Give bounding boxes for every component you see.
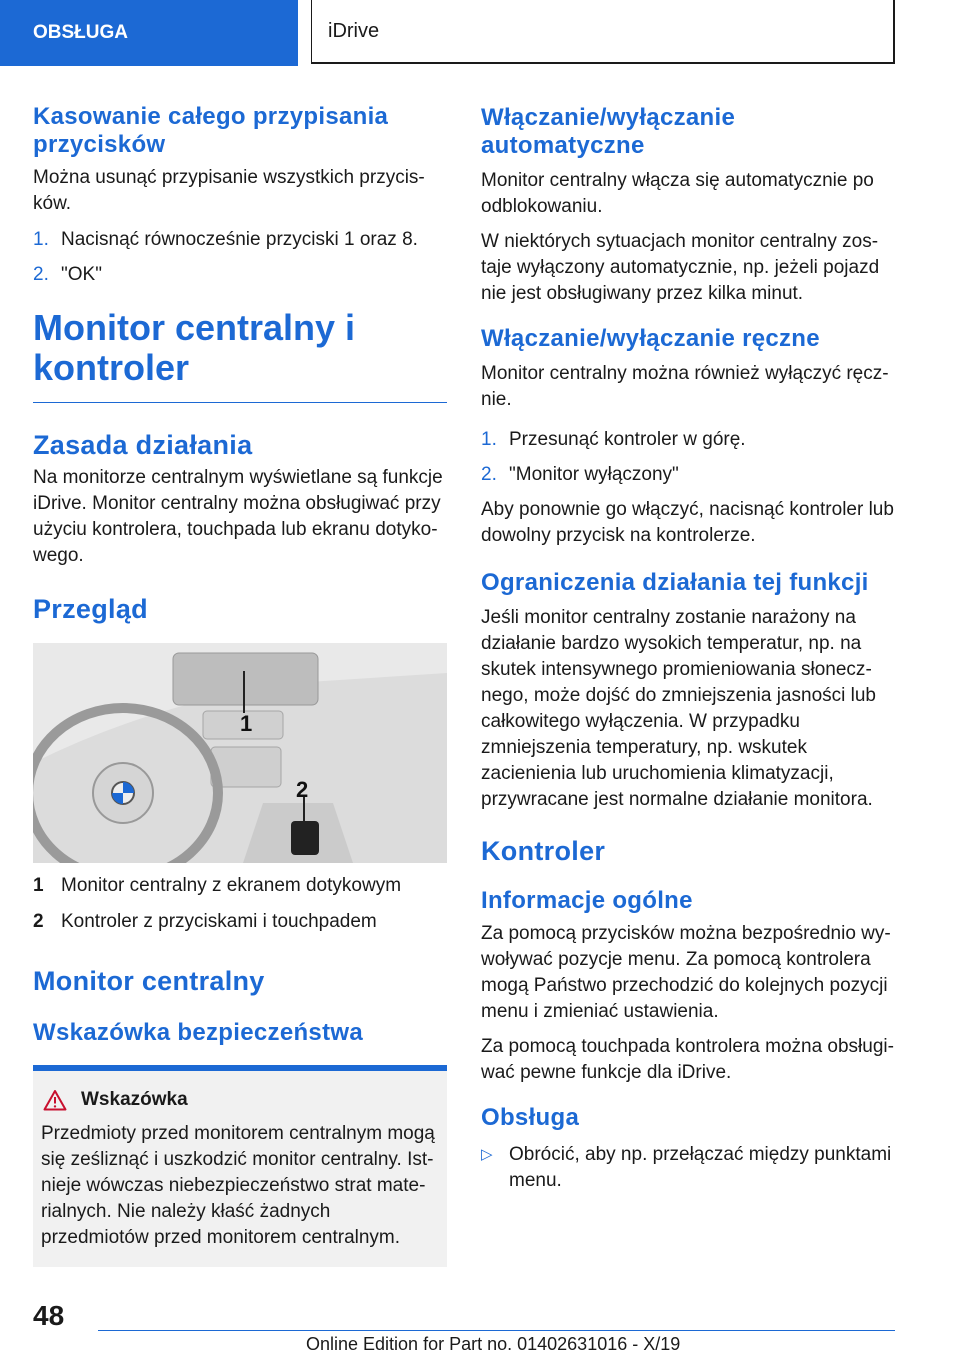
- heading-zasada: Zasada działania: [33, 430, 253, 460]
- legend-text: Kontroler z przyciskami i touchpadem: [61, 911, 377, 932]
- heading-monitor-kontroler: Monitor centralny i kontroler: [33, 307, 356, 388]
- triangle-bullet-icon: ▷: [481, 1146, 493, 1163]
- paragraph-ponownie: Aby ponownie go włączyć, nacisnąć kontroler lub dowolny przycisk na kontrolerze.: [481, 499, 894, 546]
- heading-monitor-centralny: Monitor centralny: [33, 966, 265, 996]
- warning-triangle-icon: [43, 1089, 67, 1111]
- paragraph-auto-1: Monitor centralny włącza się automatycznie po odblokowaniu.: [481, 170, 874, 217]
- list-item: [481, 427, 895, 453]
- car-interior-illustration: [33, 643, 447, 863]
- steps-list-kasowanie: [33, 227, 447, 288]
- step-number: 1.: [33, 229, 49, 250]
- car-interior-photo: [33, 643, 447, 863]
- step-text: Przesunąć kontroler w górę.: [509, 429, 746, 450]
- heading-kasowanie: Kasowanie całego przypisania przycisków: [33, 103, 389, 158]
- list-item: [481, 1142, 895, 1194]
- step-text: "Monitor wyłączony": [509, 464, 679, 485]
- footer-divider: [98, 1330, 895, 1331]
- heading-kontroler: Kontroler: [481, 836, 606, 866]
- page-number: 48: [33, 1300, 65, 1331]
- legend-item: [33, 909, 447, 935]
- list-item: [33, 262, 447, 288]
- step-number: 2.: [33, 264, 49, 285]
- paragraph-kasowanie: Można usunąć przypisanie wszystkich przycisków.: [33, 167, 425, 214]
- list-item: [33, 227, 447, 253]
- warning-text: Przedmioty przed monitorem centralnym mogą się ześliznąć i uszkodzić monitor centralny. Istnieje wówczas niebezpieczeństwo strat materialnych. Nie należy kłaść żadnych przedmiotów przed monitorem centralnym.: [41, 1123, 435, 1248]
- list-item: [481, 462, 895, 488]
- legend-number: 1: [33, 875, 44, 896]
- warning-title-row: [41, 1089, 437, 1111]
- heading-divider: [33, 402, 447, 403]
- paragraph-info-1: Za pomocą przycisków można bezpośrednio wywoływać pozycje menu. Za pomocą kontrolera mogą Państwo przechodzić do kolejnych pozycji menu i zmieniać ustawienia.: [481, 923, 891, 1022]
- legend-text: Monitor centralny z ekranem dotykowym: [61, 875, 402, 896]
- heading-informacje: Informacje ogólne: [481, 887, 693, 914]
- warning-box: [33, 1065, 447, 1267]
- heading-obsluga: Obsługa: [481, 1104, 580, 1131]
- paragraph-reczne: Monitor centralny można również wyłączyć ręcznie.: [481, 363, 889, 410]
- step-text: "OK": [61, 264, 102, 285]
- steps-list-reczne: [481, 427, 895, 488]
- left-column: [33, 100, 447, 1267]
- list-item-text: Obrócić, aby np. przełączać między punktami menu.: [509, 1144, 892, 1191]
- step-number: 1.: [481, 429, 497, 450]
- step-text: Nacisnąć równocześnie przyciski 1 oraz 8.: [61, 229, 418, 250]
- photo-callout-2: 2: [296, 777, 309, 802]
- legend-number: 2: [33, 911, 44, 932]
- legend-item: [33, 873, 447, 899]
- header-section-label: OBSŁUGA: [33, 22, 128, 43]
- warning-title: Wskazówka: [81, 1089, 188, 1110]
- heading-reczne: Włączanie/wyłączanie ręczne: [481, 325, 820, 352]
- paragraph-zasada: Na monitorze centralnym wyświetlane są funkcje iDrive. Monitor centralny można obsługiwać przy użyciu kontrolera, touchpada lub ekranu dotykowego.: [33, 467, 443, 566]
- header-section-tab: [0, 0, 298, 66]
- header-chapter-label: iDrive: [328, 19, 380, 42]
- heading-auto: Włączanie/wyłączanie automatyczne: [481, 104, 736, 159]
- footer-edition: Online Edition for Part no. 01402631016 - X/19: [306, 1334, 681, 1354]
- step-number: 2.: [481, 464, 497, 485]
- header-chapter-tab: [311, 0, 895, 64]
- paragraph-ograniczenia: Jeśli monitor centralny zostanie narażony na działanie bardzo wysokich temperatur, np. na skutek intensywnego promieniowania słonecznego, może dojść do zmniejszenia jasności lub całkowitego wyłączenia. W przypadku zmniejszenia temperatury, np. wskutek zacienienia lub uruchomienia klimatyzacji, przywracane jest normalne działanie monitora.: [481, 607, 876, 810]
- heading-wskazowka-bezpieczenstwa: Wskazówka bezpieczeństwa: [33, 1019, 363, 1046]
- right-column: [481, 100, 895, 1194]
- heading-przeglad: Przegląd: [33, 594, 148, 624]
- paragraph-info-2: Za pomocą touchpada kontrolera można obsługiwać pewne funkcje dla iDrive.: [481, 1036, 894, 1083]
- photo-callout-1: 1: [240, 711, 253, 736]
- heading-ograniczenia: Ograniczenia działania tej funkcji: [481, 569, 869, 596]
- paragraph-auto-2: W niektórych sytuacjach monitor centralny zostaje wyłączony automatycznie, np. jeżeli pojazd nie jest obsługiwany przez kilka minut.: [481, 231, 880, 304]
